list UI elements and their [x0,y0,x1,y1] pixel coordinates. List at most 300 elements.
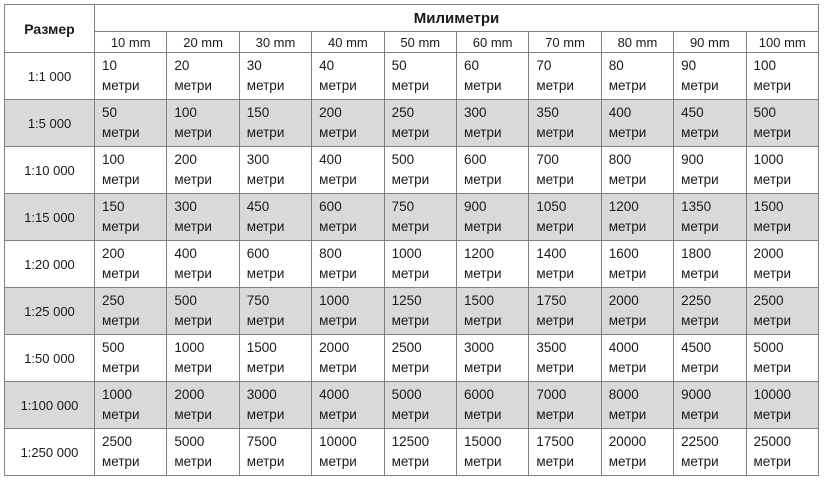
distance-unit: метри [319,172,357,187]
distance-unit: метри [391,360,430,375]
distance-unit: метри [463,78,502,93]
distance-cell [167,147,239,194]
distance-unit: метри [608,219,647,234]
distance-value: 10000 [753,387,792,402]
distance-cell [529,241,601,288]
scale-cell: 1:100 000 [5,382,95,429]
scale-conversion-table [4,4,819,476]
table-row [5,429,819,476]
distance-cell [384,429,456,476]
table-row [5,100,819,147]
distance-cell [312,53,384,100]
distance-unit: метри [391,313,430,328]
distance-value: 6000 [463,387,494,402]
distance-value: 10 [102,58,118,73]
distance-value: 450 [681,105,704,120]
distance-value: 200 [174,152,197,167]
distance-unit: метри [174,360,212,375]
distance-unit: метри [102,266,140,281]
distance-cell [529,100,601,147]
distance-cell [167,53,239,100]
distance-cell [239,429,311,476]
distance-value: 900 [463,199,487,214]
distance-value: 30 [246,58,262,73]
distance-value: 17500 [536,434,574,449]
distance-cell [529,382,601,429]
distance-unit: метри [536,219,574,234]
distance-cell [601,100,673,147]
distance-cell [601,335,673,382]
distance-unit: метри [536,266,574,281]
distance-value: 2000 [319,340,350,355]
distance-value: 7000 [536,387,567,402]
distance-unit: метри [753,454,792,469]
distance-value: 4000 [319,387,350,402]
distance-cell [95,100,167,147]
distance-value: 1000 [319,293,350,308]
distance-cell [239,100,311,147]
distance-unit: метри [753,219,792,234]
distance-unit: метри [753,360,792,375]
distance-value: 700 [536,152,559,167]
distance-cell [529,288,601,335]
distance-unit: метри [536,125,574,140]
distance-unit: метри [102,454,140,469]
distance-unit: метри [608,360,647,375]
distance-value: 2250 [681,293,712,308]
distance-cell [239,194,311,241]
distance-cell [95,335,167,382]
distance-unit: метри [463,407,502,422]
table-row [5,288,819,335]
distance-value: 750 [246,293,270,308]
distance-unit: метри [246,360,285,375]
distance-value: 150 [246,105,270,120]
distance-unit: метри [681,266,719,281]
distance-unit: метри [608,454,647,469]
distance-cell [529,147,601,194]
distance-unit: метри [246,219,285,234]
distance-value: 400 [174,246,197,261]
distance-cell [456,147,528,194]
distance-cell [384,100,456,147]
distance-value: 250 [102,293,125,308]
distance-unit: метри [319,360,357,375]
distance-cell [456,100,528,147]
distance-cell [456,53,528,100]
distance-unit: метри [536,313,574,328]
distance-cell [674,100,746,147]
distance-cell [95,53,167,100]
distance-value: 50 [102,105,118,120]
distance-unit: метри [246,266,285,281]
distance-unit: метри [463,172,502,187]
distance-unit: метри [391,266,430,281]
scale-conversion-table-wrapper [4,4,819,476]
scale-cell: 1:15 000 [5,194,95,241]
distance-unit: метри [608,125,647,140]
distance-cell [95,194,167,241]
scale-cell: 1:1 000 [5,53,95,100]
distance-cell [746,147,818,194]
distance-cell [529,335,601,382]
distance-cell [746,288,818,335]
distance-cell [167,100,239,147]
distance-value: 3000 [463,340,494,355]
distance-cell [601,194,673,241]
distance-unit: метри [681,360,719,375]
distance-value: 5000 [174,434,205,449]
distance-cell [312,241,384,288]
distance-value: 500 [391,152,415,167]
distance-unit: метри [174,454,212,469]
distance-cell [601,288,673,335]
distance-value: 1250 [391,293,422,308]
distance-unit: метри [536,454,574,469]
distance-cell [456,335,528,382]
distance-value: 1800 [681,246,712,261]
distance-cell [167,241,239,288]
distance-cell [312,147,384,194]
distance-unit: метри [246,172,285,187]
distance-cell [601,53,673,100]
distance-unit: метри [753,407,792,422]
distance-value: 22500 [681,434,719,449]
distance-value: 350 [536,105,559,120]
distance-cell [529,194,601,241]
distance-unit: метри [681,407,719,422]
table-row [5,147,819,194]
distance-cell [384,288,456,335]
distance-unit: метри [174,407,212,422]
distance-cell [384,382,456,429]
distance-value: 300 [246,152,270,167]
distance-value: 50 [391,58,407,73]
distance-cell [239,288,311,335]
column-header: 80 mm [601,32,673,53]
distance-value: 3000 [246,387,277,402]
distance-value: 400 [608,105,632,120]
distance-cell [167,429,239,476]
column-header: 20 mm [167,32,239,53]
distance-value: 600 [246,246,270,261]
distance-value: 250 [391,105,415,120]
distance-cell [674,241,746,288]
distance-value: 1200 [463,246,494,261]
distance-unit: метри [102,407,140,422]
distance-unit: метри [319,219,357,234]
distance-cell [601,241,673,288]
distance-value: 7500 [246,434,277,449]
distance-unit: метри [319,78,357,93]
distance-cell [384,241,456,288]
distance-unit: метри [753,266,792,281]
distance-unit: метри [463,219,502,234]
distance-value: 200 [319,105,342,120]
distance-value: 1500 [463,293,494,308]
distance-value: 1050 [536,199,567,214]
distance-value: 400 [319,152,342,167]
distance-value: 9000 [681,387,712,402]
distance-cell [312,382,384,429]
distance-cell [312,194,384,241]
distance-value: 90 [681,58,697,73]
distance-unit: метри [319,454,357,469]
distance-cell [674,147,746,194]
distance-cell [674,429,746,476]
distance-value: 1400 [536,246,567,261]
distance-value: 300 [463,105,487,120]
table-row [5,382,819,429]
distance-unit: метри [536,407,574,422]
distance-unit: метри [102,313,140,328]
distance-value: 500 [102,340,125,355]
distance-value: 2500 [102,434,133,449]
distance-value: 70 [536,58,552,73]
distance-value: 1000 [174,340,205,355]
distance-value: 80 [608,58,624,73]
distance-unit: метри [102,78,140,93]
distance-value: 300 [174,199,197,214]
distance-unit: метри [608,266,647,281]
scale-cell: 1:50 000 [5,335,95,382]
distance-value: 1200 [608,199,639,214]
distance-cell [239,53,311,100]
distance-value: 8000 [608,387,639,402]
column-header: 30 mm [239,32,311,53]
distance-cell [312,288,384,335]
distance-unit: метри [391,125,430,140]
distance-value: 15000 [463,434,502,449]
distance-unit: метри [319,407,357,422]
column-header: 60 mm [456,32,528,53]
distance-cell [95,147,167,194]
distance-unit: метри [463,313,502,328]
distance-unit: метри [536,360,574,375]
header-row-group [5,5,819,32]
distance-value: 2500 [391,340,422,355]
distance-unit: метри [681,125,719,140]
distance-unit: метри [319,313,357,328]
column-header: 50 mm [384,32,456,53]
distance-value: 2000 [174,387,205,402]
distance-unit: метри [246,313,285,328]
distance-cell [746,382,818,429]
distance-cell [95,241,167,288]
distance-value: 40 [319,58,335,73]
distance-value: 200 [102,246,125,261]
distance-cell [674,335,746,382]
header-row-columns [5,32,819,53]
distance-cell [529,429,601,476]
distance-cell [384,147,456,194]
distance-unit: метри [463,266,502,281]
distance-unit: метри [246,407,285,422]
distance-unit: метри [681,219,719,234]
distance-value: 2500 [753,293,784,308]
distance-unit: метри [174,172,212,187]
scale-cell: 1:20 000 [5,241,95,288]
distance-unit: метри [463,360,502,375]
distance-cell [456,429,528,476]
distance-value: 20000 [608,434,647,449]
distance-unit: метри [102,125,140,140]
column-header: 10 mm [95,32,167,53]
distance-value: 25000 [753,434,792,449]
table-row [5,194,819,241]
distance-cell [746,241,818,288]
distance-cell [746,53,818,100]
distance-value: 750 [391,199,415,214]
distance-unit: метри [102,360,140,375]
distance-value: 4000 [608,340,639,355]
distance-unit: метри [391,172,430,187]
distance-unit: метри [463,454,502,469]
distance-value: 500 [753,105,777,120]
distance-unit: метри [681,172,719,187]
distance-value: 3500 [536,340,567,355]
distance-value: 1000 [102,387,133,402]
distance-unit: метри [681,313,719,328]
distance-unit: метри [319,266,357,281]
distance-value: 1600 [608,246,639,261]
distance-value: 12500 [391,434,430,449]
distance-cell [384,194,456,241]
scale-cell: 1:10 000 [5,147,95,194]
distance-value: 100 [102,152,125,167]
distance-unit: метри [753,172,792,187]
distance-cell [312,100,384,147]
distance-cell [456,288,528,335]
distance-unit: метри [246,125,285,140]
distance-cell [746,194,818,241]
column-header: 100 mm [746,32,818,53]
distance-unit: метри [246,454,285,469]
distance-cell [674,382,746,429]
distance-value: 1000 [391,246,422,261]
distance-cell [384,335,456,382]
table-body [5,53,819,476]
distance-unit: метри [174,125,212,140]
column-header: 70 mm [529,32,601,53]
distance-unit: метри [753,125,792,140]
distance-cell [167,335,239,382]
distance-cell [312,335,384,382]
distance-cell [95,382,167,429]
distance-value: 800 [608,152,632,167]
distance-cell [746,335,818,382]
distance-unit: метри [463,125,502,140]
distance-cell [674,288,746,335]
distance-value: 10000 [319,434,357,449]
distance-cell [239,147,311,194]
distance-value: 1000 [753,152,784,167]
distance-cell [601,429,673,476]
distance-unit: метри [608,407,647,422]
distance-value: 1750 [536,293,567,308]
table-row [5,53,819,100]
distance-cell [167,382,239,429]
distance-value: 600 [463,152,487,167]
distance-value: 600 [319,199,342,214]
distance-cell [746,100,818,147]
distance-value: 150 [102,199,125,214]
distance-value: 800 [319,246,342,261]
distance-unit: метри [102,172,140,187]
distance-unit: метри [608,78,647,93]
distance-unit: метри [174,219,212,234]
distance-unit: метри [391,454,430,469]
scale-cell: 1:250 000 [5,429,95,476]
distance-cell [456,382,528,429]
distance-cell [312,429,384,476]
distance-value: 100 [174,105,197,120]
distance-cell [674,194,746,241]
distance-cell [529,53,601,100]
distance-unit: метри [753,313,792,328]
column-header: 40 mm [312,32,384,53]
distance-value: 1500 [753,199,784,214]
distance-value: 5000 [753,340,784,355]
corner-header: Размер [5,5,95,53]
column-header: 90 mm [674,32,746,53]
distance-unit: метри [753,78,792,93]
distance-unit: метри [174,266,212,281]
scale-cell: 1:25 000 [5,288,95,335]
distance-cell [239,241,311,288]
distance-unit: метри [681,454,719,469]
distance-cell [239,335,311,382]
distance-cell [167,288,239,335]
millimeters-group-header: Милиметри [95,5,819,32]
distance-unit: метри [536,172,574,187]
distance-cell [746,429,818,476]
distance-cell [167,194,239,241]
distance-cell [239,382,311,429]
distance-value: 2000 [608,293,639,308]
distance-unit: метри [391,219,430,234]
distance-value: 100 [753,58,777,73]
distance-unit: метри [174,78,212,93]
distance-value: 1500 [246,340,277,355]
distance-unit: метри [246,78,285,93]
table-row [5,241,819,288]
distance-value: 2000 [753,246,784,261]
distance-unit: метри [608,313,647,328]
distance-cell [384,53,456,100]
distance-value: 1350 [681,199,712,214]
distance-value: 20 [174,58,190,73]
distance-cell [95,429,167,476]
distance-unit: метри [681,78,719,93]
distance-unit: метри [102,219,140,234]
distance-cell [674,53,746,100]
distance-cell [95,288,167,335]
distance-unit: метри [536,78,574,93]
table-row [5,335,819,382]
distance-unit: метри [174,313,212,328]
distance-cell [456,194,528,241]
distance-cell [601,382,673,429]
distance-value: 5000 [391,387,422,402]
distance-value: 4500 [681,340,712,355]
distance-cell [601,147,673,194]
scale-cell: 1:5 000 [5,100,95,147]
distance-value: 900 [681,152,704,167]
distance-value: 60 [463,58,479,73]
distance-unit: метри [319,125,357,140]
distance-value: 450 [246,199,270,214]
